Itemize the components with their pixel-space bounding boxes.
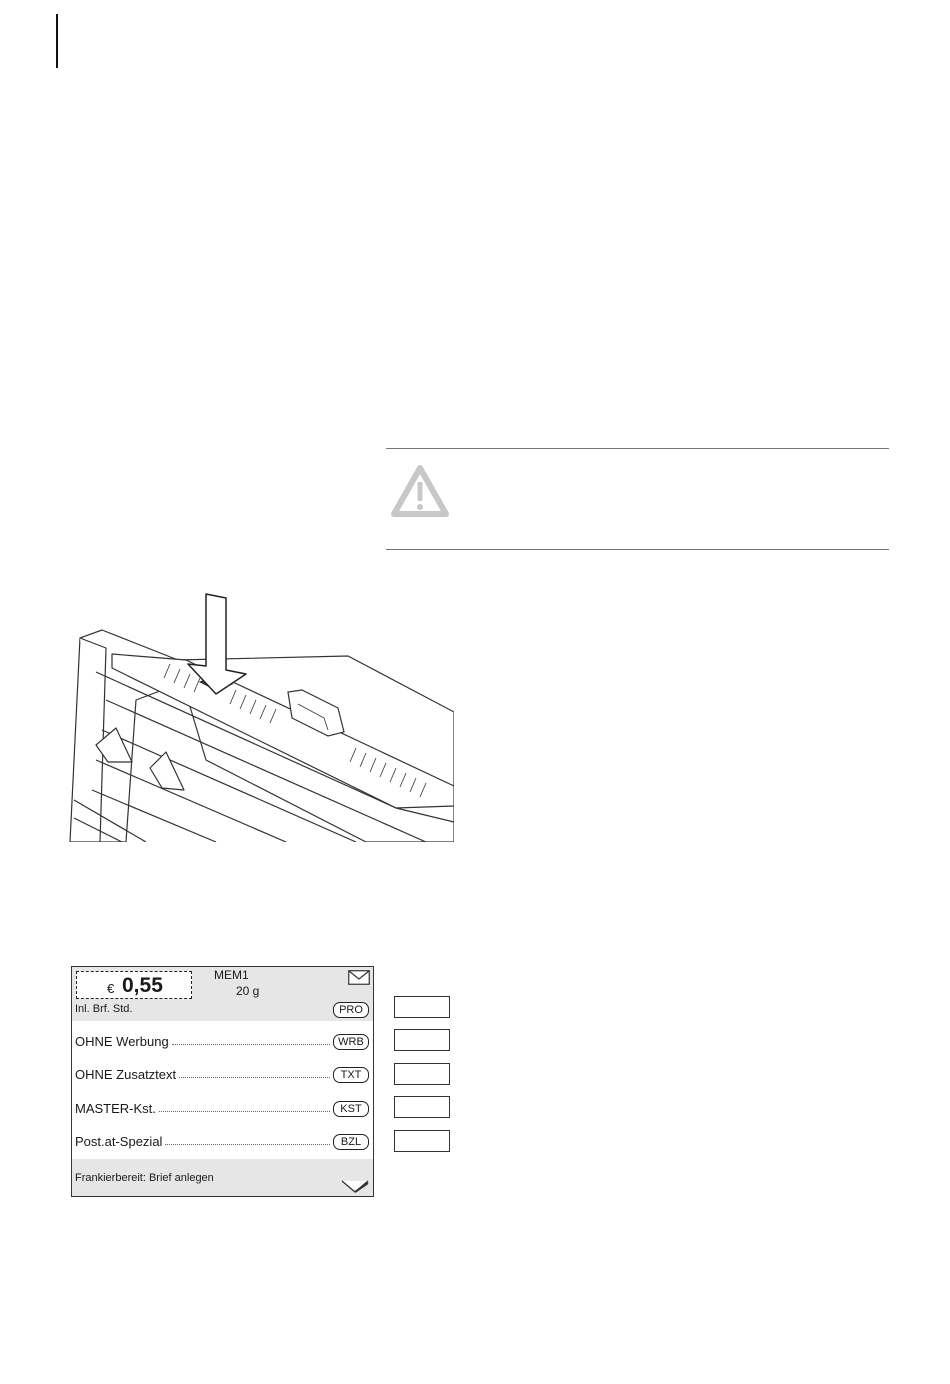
postage-amount-box [76, 971, 192, 999]
menu-row-special[interactable] [75, 1131, 333, 1149]
warning-bottom-rule [386, 549, 889, 550]
scroll-down-icon[interactable] [341, 1179, 369, 1193]
warning-top-rule [386, 448, 889, 449]
warning-triangle-icon [388, 462, 452, 520]
hardware-key-3[interactable] [394, 1063, 450, 1085]
menu-row-label: Post.at-Spezial [75, 1134, 163, 1149]
memory-slot: MEM1 [214, 968, 249, 982]
menu-row-label: MASTER-Kst. [75, 1101, 156, 1116]
leader-dots [165, 1144, 330, 1145]
lcd-status-bar [72, 1159, 373, 1196]
menu-row-advert[interactable] [75, 1031, 333, 1049]
bzl-softkey[interactable]: BZL [333, 1134, 369, 1150]
product-name: Inl. Brf. Std. [75, 1003, 133, 1015]
txt-softkey[interactable]: TXT [333, 1067, 369, 1083]
currency-symbol: € [107, 981, 115, 996]
leader-dots [172, 1044, 330, 1045]
pro-softkey[interactable]: PRO [333, 1002, 369, 1018]
leader-dots [159, 1111, 330, 1112]
menu-row-text[interactable] [75, 1064, 333, 1082]
lcd-display [71, 966, 374, 1197]
leader-dots [179, 1077, 330, 1078]
postage-amount: 0,55 [122, 974, 163, 997]
menu-row-label: OHNE Werbung [75, 1034, 169, 1049]
margin-marker [56, 14, 58, 68]
hardware-key-2[interactable] [394, 1029, 450, 1051]
weight-value: 20 g [236, 984, 260, 998]
hardware-key-5[interactable] [394, 1130, 450, 1152]
lcd-header [72, 967, 373, 1021]
status-message: Frankierbereit: Brief anlegen [75, 1172, 214, 1184]
menu-row-cost-centre[interactable] [75, 1098, 333, 1116]
hardware-key-4[interactable] [394, 1096, 450, 1118]
kst-softkey[interactable]: KST [333, 1101, 369, 1117]
wrb-softkey[interactable]: WRB [333, 1034, 369, 1050]
envelope-icon [348, 970, 370, 985]
hardware-key-1[interactable] [394, 996, 450, 1018]
machine-illustration [66, 590, 454, 842]
menu-row-label: OHNE Zusatztext [75, 1067, 177, 1082]
